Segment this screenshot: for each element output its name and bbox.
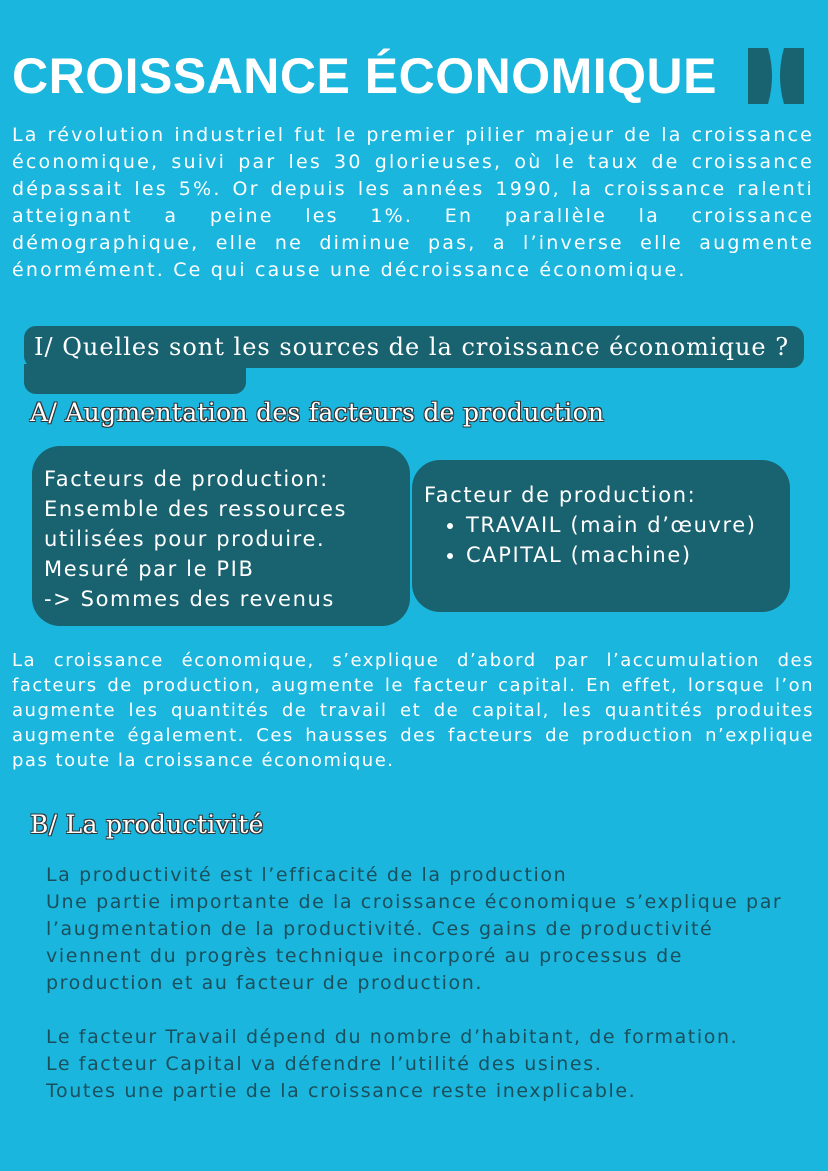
definition-line: Ensemble des ressources: [44, 497, 348, 521]
paragraph-b-line: Le facteur Travail dépend du nombre d’habitant, de formation.: [46, 1026, 739, 1048]
paragraph-b-line: Toutes une partie de la croissance reste inexplicable.: [46, 1080, 637, 1102]
paragraph-gap: [46, 997, 786, 1024]
paragraph-a: La croissance économique, s’explique d’abord par l’accumulation des facteurs de production, augmente le facteur capital. En effet, lorsque l’on augmente les quantités de travail et de capital, les quantités produites augmente également. Ces hausses des facteurs de production n’explique pas toute la croissance économique.: [12, 650, 814, 771]
factors-title: Facteur de production:: [424, 483, 697, 507]
factors-list: [424, 510, 790, 570]
question-banner-tail: [24, 364, 246, 394]
definition-line: -> Sommes des revenus: [44, 587, 335, 611]
paragraph-b: [46, 862, 786, 1105]
paragraph-b-line: Une partie importante de la croissance économique s’explique par l’augmentation de la productivité. Ces gains de productivité viennent du progrès technique incorporé au processus de production et au facteur de production.: [46, 891, 783, 994]
factor-item: • CAPITAL (machine): [466, 540, 790, 570]
factors-box: [412, 460, 790, 612]
definition-line: Facteurs de production:: [44, 467, 329, 491]
heading-a: A/ Augmentation des facteurs de production: [30, 398, 605, 427]
factor-item: • TRAVAIL (main d’œuvre): [466, 510, 790, 540]
definition-line: Mesuré par le PIB: [44, 557, 255, 581]
intro-paragraph: La révolution industriel fut le premier pilier majeur de la croissance économique, suivi par les 30 glorieuses, où le taux de croissance dépassait les 5%. Or depuis les années 1990, la croissance ralenti atteignant a peine les 1%. En parallèle la croissance démographique, elle ne diminue pas, a l’inverse elle augmente énormément. Ce qui cause une décroissance économique.: [12, 124, 814, 281]
heading-b: B/ La productivité: [30, 810, 264, 839]
paragraph-b-line: La productivité est l’efficacité de la production: [46, 864, 568, 886]
section-question: I/ Quelles sont les sources de la croissance économique ?: [34, 333, 790, 361]
page-title: CROISSANCE ÉCONOMIQUE: [12, 48, 718, 104]
paragraph-b-line: Le facteur Capital va défendre l’utilité des usines.: [46, 1053, 603, 1075]
bowtie-logo: [746, 46, 806, 106]
definition-line: utilisées pour produire.: [44, 527, 326, 551]
definition-box: [32, 446, 410, 626]
